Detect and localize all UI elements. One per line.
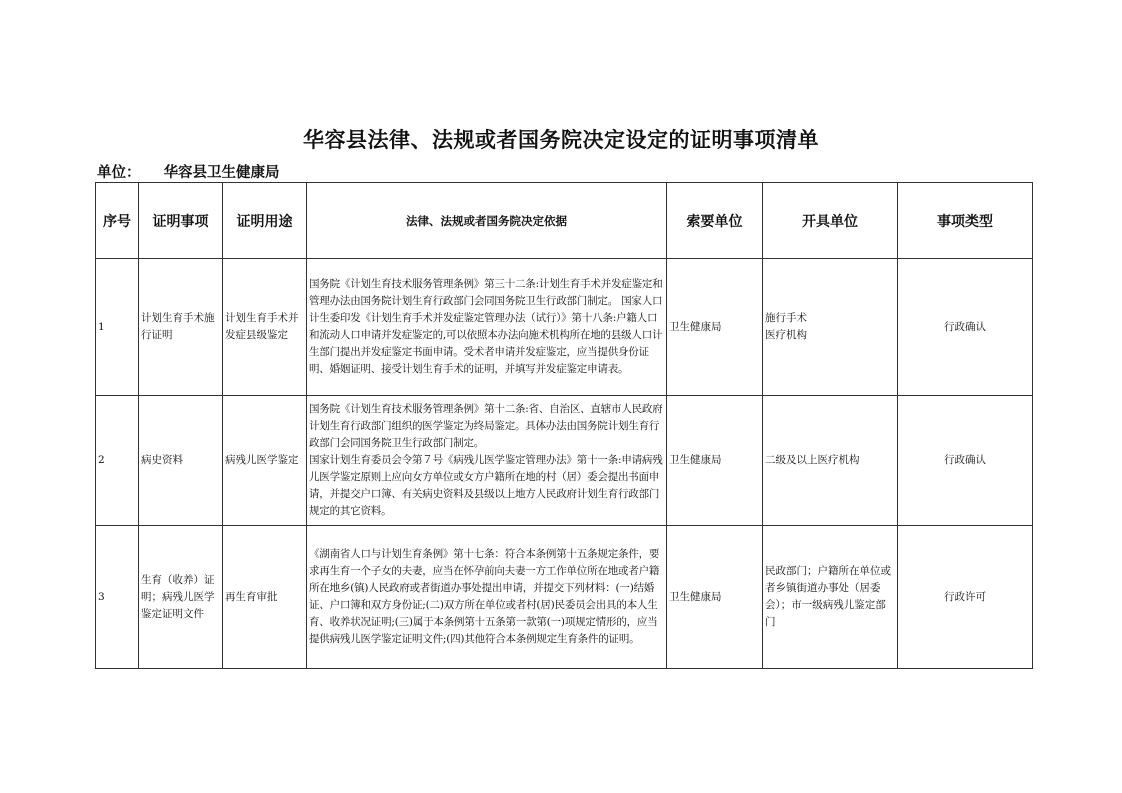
cell-purpose: 再生育审批 [223,526,307,669]
cell-seq: 3 [96,526,139,669]
header-purpose: 证明用途 [223,183,307,259]
cell-requesting-unit: 卫生健康局 [667,526,763,669]
cell-issuing-unit: 施行手术 医疗机构 [763,259,898,396]
unit-label: 单位： [97,164,141,181]
cell-basis: 《湖南省人口与计划生育条例》第十七条：符合本条例第十五条规定条件，要求再生育一个子女的夫妻，应当在怀孕前向夫妻一方工作单位所在地或者户籍所在地乡(镇)人民政府或者街道办事处提出申请，并提交下列材料：(一)结婚证、户口簿和双方身份证;(二)双方所在单位或者村(居)民委员会出具的本人生育、收养状况证明;(三)属于本条例第十五条第一款第(一)项规定情形的，应当提供病残儿医学鉴定证明文件;(四)其他符合本条例规定生育条件的证明。 [307,526,667,669]
cell-type: 行政确认 [898,396,1033,526]
cell-basis: 国务院《计划生育技术服务管理条例》第三十二条:计划生育手术并发症鉴定和管理办法由国务院计划生育行政部门会同国务院卫生行政部门制定。 国家人口计生委印发《计划生育手术并发症鉴定管理办法（试行）》第十八条:户籍人口和流动人口申请并发症鉴定的,可以依照本办法向施术机构所在地的县级人口计生部门提出并发症鉴定书面申请。受术者申请并发症鉴定，应当提供身份证明、婚姻证明、接受计划生育手术的证明，并填写并发症鉴定申请表。 [307,259,667,396]
table-row [96,259,1033,396]
cell-issuing-unit: 民政部门；户籍所在单位或者乡镇街道办事处（居委会）；市一级病残儿鉴定部门 [763,526,898,669]
table-row [96,396,1033,526]
unit-name: 华容县卫生健康局 [163,164,280,181]
cell-item: 病史资料 [139,396,223,526]
cell-issuing-unit: 二级及以上医疗机构 [763,396,898,526]
cell-seq: 1 [96,259,139,396]
cell-purpose: 病残儿医学鉴定 [223,396,307,526]
header-requesting-unit: 索要单位 [667,183,763,259]
page-title: 华容县法律、法规或者国务院决定设定的证明事项清单 [303,127,819,152]
cell-type: 行政许可 [898,526,1033,669]
cell-seq: 2 [96,396,139,526]
cell-requesting-unit: 卫生健康局 [667,396,763,526]
unit-line [97,161,280,182]
cell-item: 计划生育手术施行证明 [139,259,223,396]
header-issuing-unit: 开具单位 [763,183,898,259]
cell-requesting-unit: 卫生健康局 [667,259,763,396]
header-basis: 法律、法规或者国务院决定依据 [307,183,667,259]
cell-item: 生育（收养）证明；病残儿医学鉴定证明文件 [139,526,223,669]
table-row [96,526,1033,669]
header-item: 证明事项 [139,183,223,259]
cell-purpose: 计划生育手术并发症县级鉴定 [223,259,307,396]
table-header-row [96,183,1033,259]
certification-table [95,182,1033,669]
cell-basis: 国务院《计划生育技术服务管理条例》第十二条:省、自治区、直辖市人民政府计划生育行政部门组织的医学鉴定为终局鉴定。具体办法由国务院计划生育行政部门会同国务院卫生行政部门制定。 国家计划生育委员会令第７号《病残儿医学鉴定管理办法》第十一条:申请病残儿医学鉴定原则上应向女方单位或女方户籍所在地的村（居）委会提出书面申请，并提交户口簿、有关病史资料及县级以上地方人民政府计划生育行政部门规定的其它资料。 [307,396,667,526]
cell-type: 行政确认 [898,259,1033,396]
header-seq: 序号 [96,183,139,259]
header-type: 事项类型 [898,183,1033,259]
